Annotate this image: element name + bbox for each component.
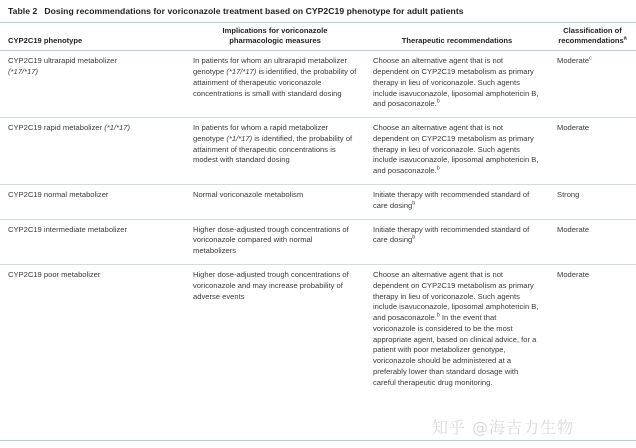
cell-therapeutic [365,118,549,184]
table-row [0,51,636,117]
classification-text: Moderate [557,123,590,133]
table-header [0,23,636,51]
rule-table-bottom [0,440,636,441]
cell-classification [549,185,636,219]
implications-text-pre: In patients for whom an ultrarapid metabolizer genotype [193,56,348,77]
phenotype-allele: (*17/*17) [8,67,38,77]
cell-therapeutic [365,51,549,117]
classification-text: Moderate [557,56,590,66]
table-caption-number: Table 2 [8,6,38,16]
cell-phenotype [0,185,185,219]
classification-text: Moderate [557,224,590,234]
watermark: 知乎 @海吉力生物 [432,418,575,437]
implications-text-pre: Normal voriconazole metabolism [193,190,304,200]
cell-therapeutic [365,185,549,219]
column-header-classification-footnote-marker: a [623,35,627,42]
column-header-therapeutic: Therapeutic recommendations [401,35,513,45]
classification-text: Strong [557,190,580,200]
cell-classification [549,51,636,117]
column-header-phenotype: CYP2C19 phenotype [8,35,83,45]
therapeutic-text: Initiate therapy with recommended standard of care dosing [373,224,530,245]
table-row [0,118,636,184]
column-header-implications [185,23,365,51]
table-row [0,185,636,219]
cell-implications [185,265,365,396]
cell-classification [549,118,636,184]
implications-allele: (*17/*17) [226,67,257,77]
therapeutic-footnote-marker: b [436,98,440,105]
implications-text-post: is identified, the probability of attainment of therapeutic voriconazole concentrations is small with standard dosing [193,67,357,98]
phenotype-name: CYP2C19 intermediate metabolizer [8,224,128,234]
phenotype-name: CYP2C19 poor metabolizer [8,269,101,279]
column-header-classification-line1: Classification of [563,25,622,35]
cell-phenotype [0,220,185,264]
table-row [0,265,636,396]
cell-implications [185,220,365,264]
cell-classification [549,265,636,396]
implications-text-pre: Higher dose-adjusted trough concentrations of voriconazole and may increase probability of adverse events [193,269,349,301]
cell-therapeutic [365,220,549,264]
therapeutic-text: Choose an alternative agent that is not dependent on CYP2C19 metabolism as primary therapy in lieu of voriconazole. Such agents include isavuconazole, liposomal amphotericin B, and posaconazole. [373,123,539,176]
cell-classification [549,220,636,264]
column-header-classification [549,23,636,51]
cell-implications [185,51,365,117]
phenotype-name: CYP2C19 ultrarapid metabolizer [8,56,117,66]
therapeutic-footnote-marker: b [436,312,440,319]
phenotype-name: CYP2C19 normal metabolizer [8,190,109,200]
phenotype-allele: (*1/*17) [104,123,130,133]
therapeutic-text-tail: In the event that voriconazole is considered to be the most appropriate agent, based on clinical advice, for a patient with poor metabolizer genotype, voriconazole should be administered at a preferably lower than standard dosage with careful therapeutic drug monitoring. [373,313,537,387]
therapeutic-footnote-marker: b [412,200,416,207]
cell-phenotype [0,265,185,396]
cell-implications [185,185,365,219]
cell-implications [185,118,365,184]
therapeutic-text: Initiate therapy with recommended standard of care dosing [373,190,530,210]
therapeutic-footnote-marker: b [436,165,440,172]
therapeutic-footnote-marker: b [412,234,416,241]
dosing-recommendations-table [0,23,636,396]
therapeutic-text: Choose an alternative agent that is not dependent on CYP2C19 metabolism as primary therapy in lieu of voriconazole. Such agents include isavuconazole, liposomal amphotericin B, and posaconazole. [373,269,539,323]
phenotype-name: CYP2C19 rapid metabolizer [8,123,105,133]
implications-text-pre: Higher dose-adjusted trough concentrations of voriconazole compared with normal metabolizers [193,224,349,256]
header-row [0,23,636,51]
therapeutic-text: Choose an alternative agent that is not dependent on CYP2C19 metabolism as primary therapy in lieu of voriconazole. Such agents include isavuconazole, liposomal amphotericin B, and posaconazole. [373,56,539,109]
implications-allele: (*1/*17) [226,133,253,143]
column-header-implications-line2: pharmacologic measures [229,35,321,45]
cell-phenotype [0,118,185,184]
table-body [0,50,636,395]
classification-text: Moderate [557,269,590,279]
classification-footnote-marker: c [589,55,592,62]
column-header-classification-line2: recommendations [558,35,624,45]
cell-therapeutic [365,265,549,396]
cell-phenotype [0,51,185,117]
column-header-implications-line1: Implications for voriconazole [222,25,328,35]
table-caption [0,0,636,22]
implications-text-pre: In patients for whom a rapid metabolizer genotype [193,123,329,143]
implications-text-post: is identified, the probability of attainment of therapeutic concentrations is modest with standard dosing [193,133,353,165]
table-row [0,220,636,264]
table-caption-text: Dosing recommendations for voriconazole treatment based on CYP2C19 phenotype for adult patients [44,6,464,16]
